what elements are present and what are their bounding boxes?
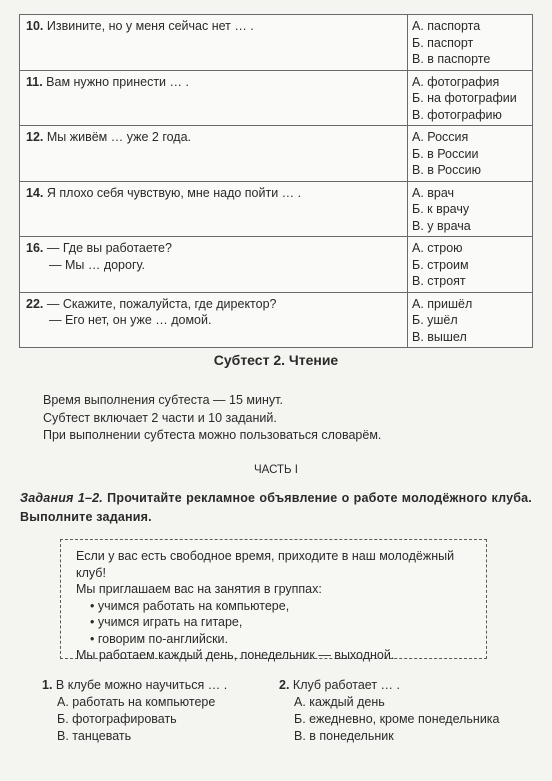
answer-option: А. фотография [412, 74, 500, 89]
question-row [20, 181, 533, 237]
answer-option: А. паспорта [412, 19, 481, 33]
exercise-text: В клубе можно научиться … . [55, 678, 228, 692]
questions-table [19, 14, 533, 348]
options-cell [408, 292, 533, 348]
ad-list-item: • учимся играть на гитаре, [100, 614, 476, 631]
exercise-option: Б. фотографировать [57, 712, 177, 726]
subtest-intro [43, 392, 381, 445]
intro-line: Время выполнения субтеста — 15 минут. [43, 393, 283, 407]
answer-option: Б. к врачу [412, 202, 470, 216]
answer-option: В. строят [412, 274, 466, 288]
ad-line: Мы приглашаем вас на занятия в группах: [76, 582, 322, 596]
question-line [26, 129, 402, 146]
answer-option: В. вышел [412, 329, 467, 344]
exercise-number: 2. [279, 678, 290, 692]
question-cell [20, 70, 408, 126]
ad-list-item: • учимся работать на компьютере, [100, 598, 476, 615]
question-text: — Скажите, пожалуйста, где директор? [46, 296, 277, 311]
question-cell [20, 237, 408, 293]
part-title: ЧАСТЬ I [254, 464, 298, 476]
ad-line: Мы работаем каждый день, понедельник — выходной. [76, 648, 395, 662]
question-number: 14. [26, 185, 44, 200]
options-cell [408, 70, 533, 126]
question-text: Вам нужно принести … . [46, 74, 189, 89]
question-line [26, 240, 402, 257]
exercise-option: А. работать на компьютере [57, 695, 216, 709]
advertisement-box [60, 539, 487, 662]
ad-line: Если у вас есть свободное время, приходите в наш молодёжный клуб! [76, 549, 455, 580]
answer-option: В. у врача [412, 218, 471, 233]
answer-option: Б. ушёл [412, 313, 458, 327]
answer-option: В. фотографию [412, 107, 502, 122]
question-cell [20, 15, 408, 71]
question-text: — Его нет, он уже … домой. [49, 313, 212, 327]
exercise-option: В. в понедельник [294, 729, 394, 743]
intro-line: При выполнении субтеста можно пользоваться словарём. [43, 428, 382, 442]
answer-option: Б. паспорт [412, 35, 474, 50]
question-cell [20, 126, 408, 182]
ad-list [76, 598, 476, 648]
answer-option: В. в паспорте [412, 52, 491, 66]
question-text: Мы живём … уже 2 года. [46, 130, 192, 144]
exercise-1 [42, 677, 227, 745]
question-number: 16. [26, 241, 44, 255]
intro-line: Субтест включает 2 части и 10 заданий. [43, 410, 277, 425]
answer-option: А. пришёл [412, 296, 473, 311]
exercise-option: Б. ежедневно, кроме понедельника [294, 712, 500, 726]
question-text: Я плохо себя чувствую, мне надо пойти … . [46, 185, 302, 200]
question-row [20, 70, 533, 126]
ad-list-item: • говорим по-английски. [100, 631, 476, 648]
options-cell [408, 181, 533, 237]
exercise-option: А. каждый день [294, 695, 385, 709]
question-text: — Мы … дорогу. [49, 257, 145, 272]
answer-option: В. в Россию [412, 163, 481, 177]
question-cell [20, 292, 408, 348]
question-line [26, 74, 402, 91]
question-number: 10. [26, 19, 44, 33]
task-lead: Задания 1–2. [20, 491, 103, 505]
section-heading: Субтест 2. Чтение [213, 352, 339, 368]
question-row [20, 126, 533, 182]
question-number: 22. [26, 296, 44, 311]
options-cell [408, 15, 533, 71]
task-text: Прочитайте рекламное объявление о работе молодёжного клуба. Выполните задания. [20, 491, 532, 524]
answer-option: А. врач [412, 185, 455, 200]
options-cell [408, 126, 533, 182]
exercise-text: Клуб работает … . [292, 678, 400, 692]
question-line [26, 185, 402, 202]
question-number: 12. [26, 130, 44, 144]
question-text: — Где вы работаете? [46, 241, 172, 255]
question-line [26, 18, 402, 35]
answer-option: А. Россия [412, 130, 469, 144]
exercise-number: 1. [42, 678, 53, 692]
answer-option: А. строю [412, 241, 463, 255]
exercise-question [279, 677, 500, 694]
question-line [26, 296, 402, 313]
exercise-question [42, 677, 227, 694]
question-row [20, 237, 533, 293]
question-text: Извините, но у меня сейчас нет … . [46, 19, 254, 33]
answer-option: Б. в России [412, 146, 479, 161]
options-cell [408, 237, 533, 293]
question-number: 11. [26, 74, 43, 89]
exercise-option: В. танцевать [57, 729, 132, 743]
exercise-2 [279, 677, 500, 745]
question-cell [20, 181, 408, 237]
task-instructions [20, 489, 532, 527]
question-row [20, 15, 533, 71]
question-row [20, 292, 533, 348]
answer-option: Б. на фотографии [412, 91, 517, 105]
answer-option: Б. строим [412, 257, 469, 272]
